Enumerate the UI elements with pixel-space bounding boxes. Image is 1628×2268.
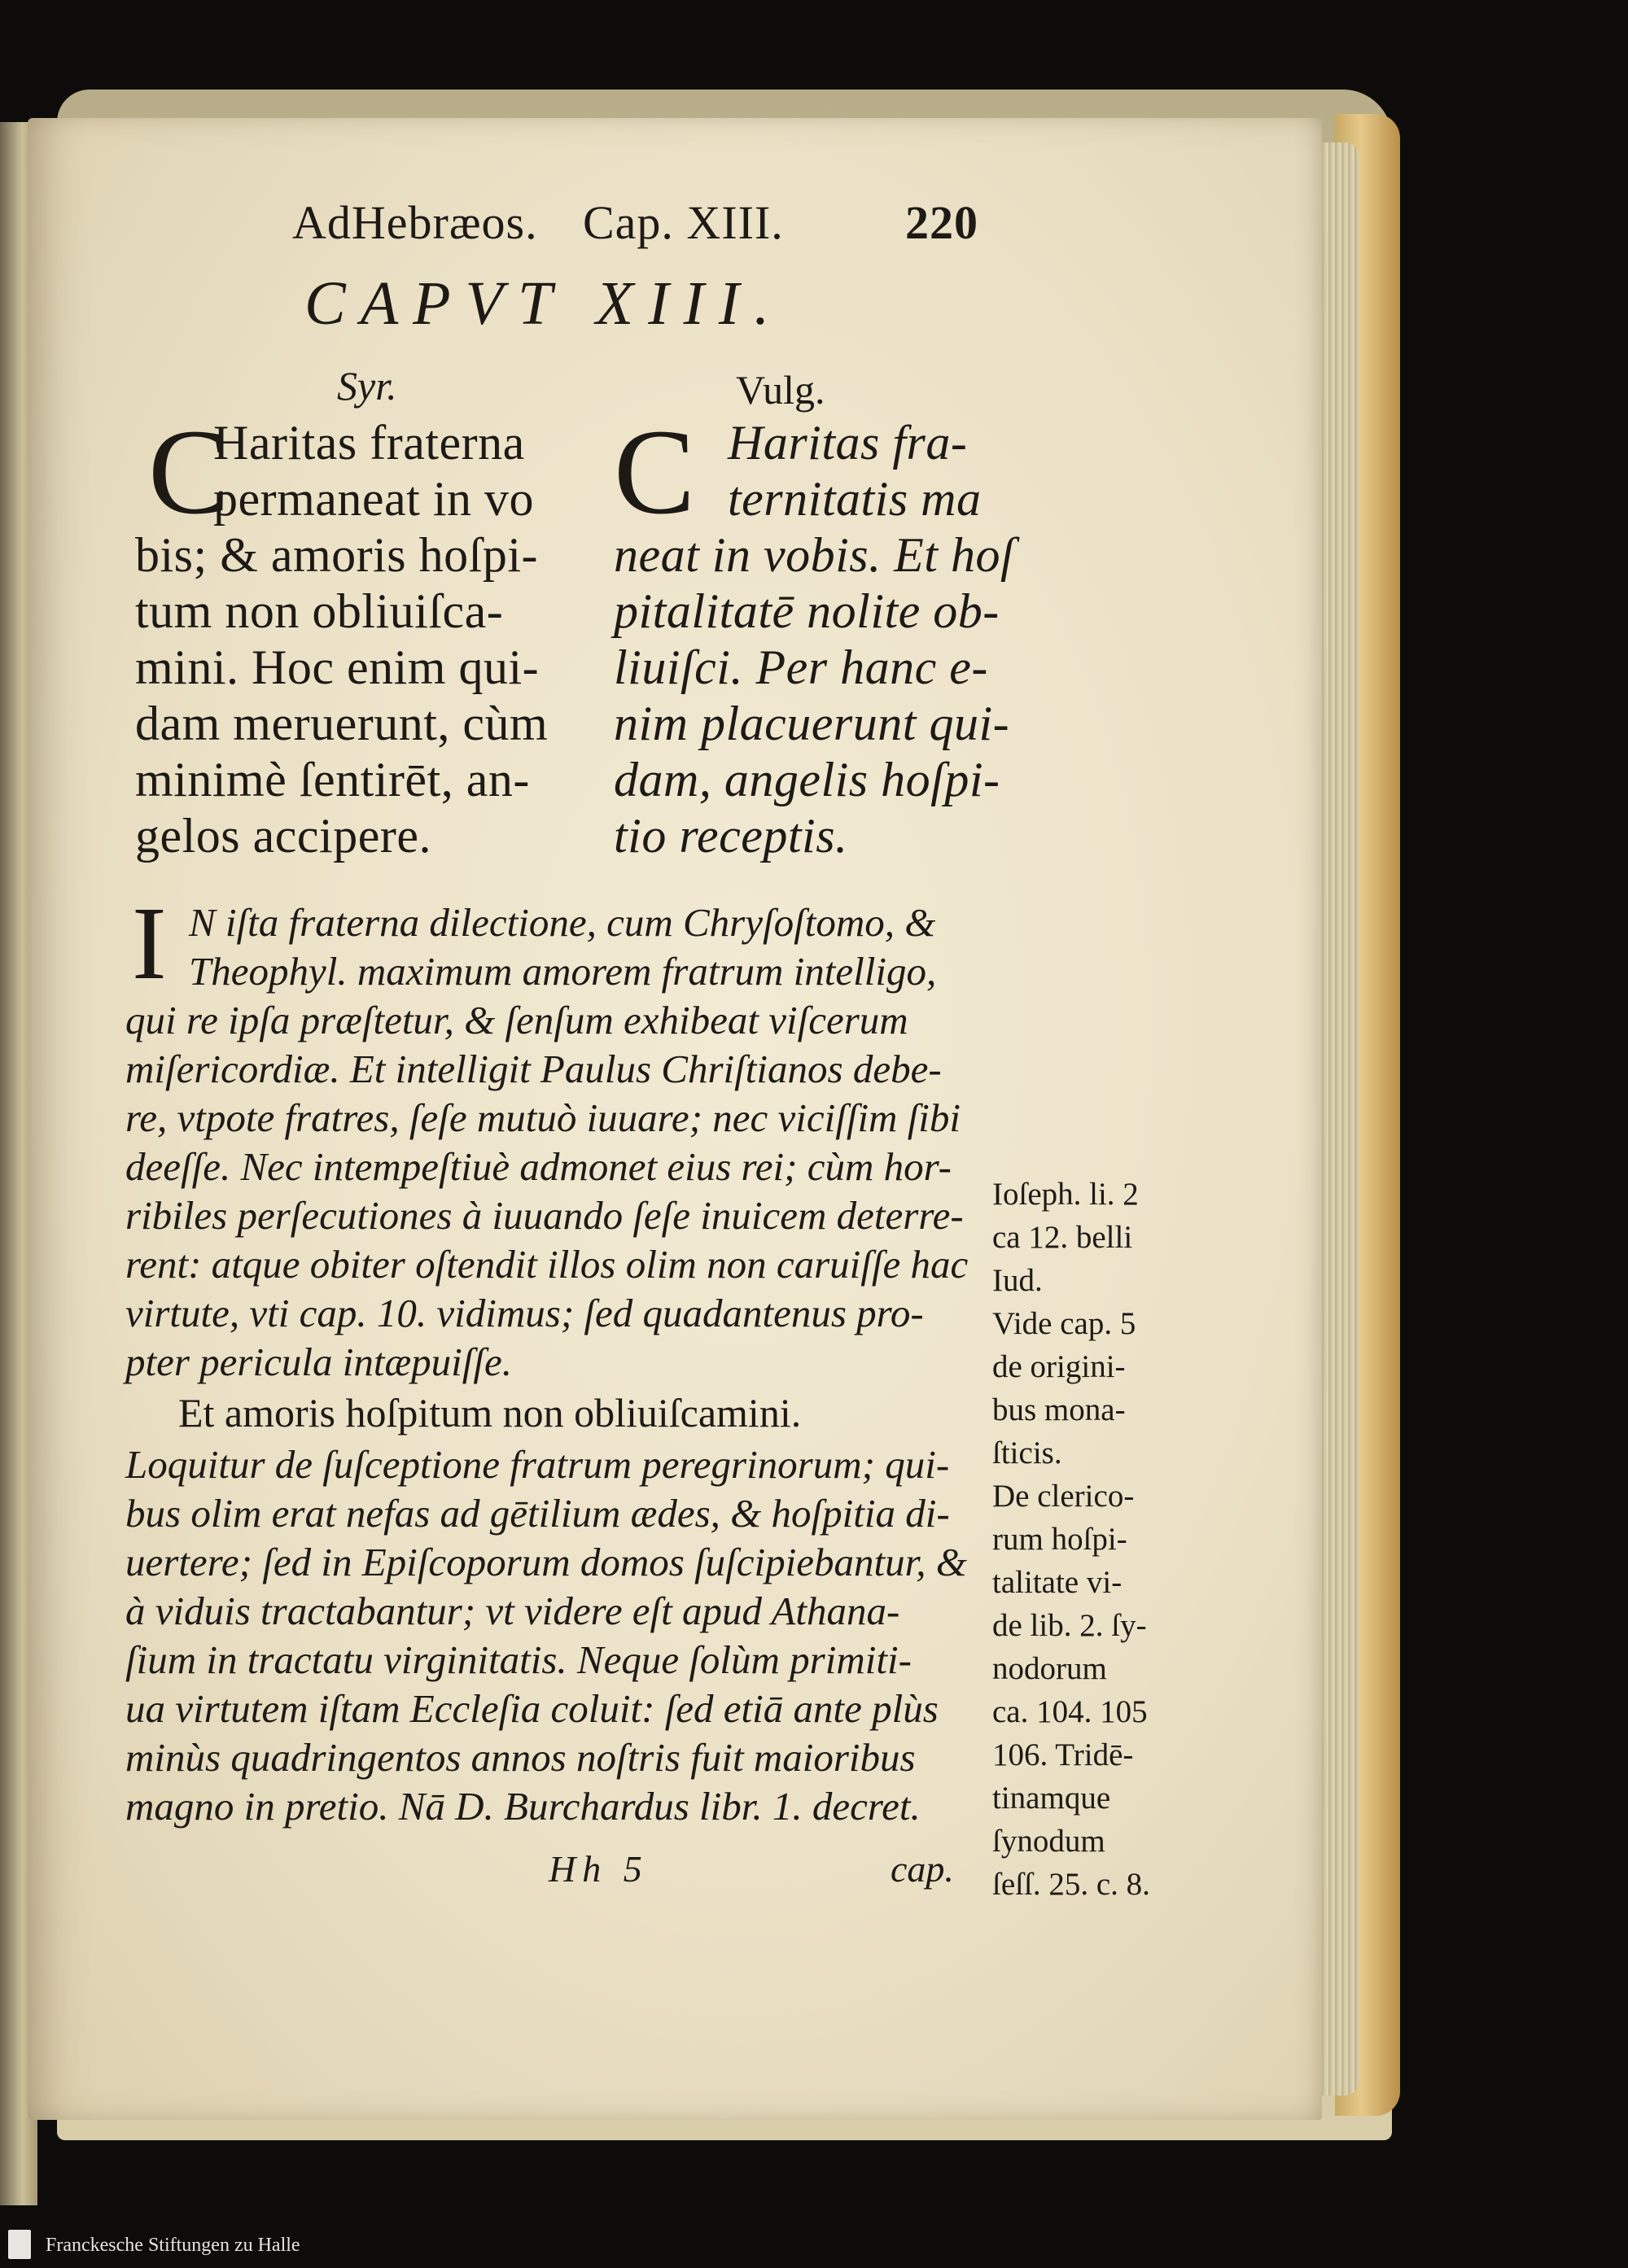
commentary-line: re, vtpote fratres, ſeſe mutuò iuuare; nec viciſſim ſibi [125, 1095, 961, 1140]
commentary-line: pter pericula intæpuiſſe. [125, 1339, 512, 1384]
syr-line: permaneat in vo [213, 472, 535, 526]
vulg-line: pitalitatē nolite ob- [614, 584, 1000, 638]
syr-line: minimè ſentirēt, an- [135, 753, 530, 806]
vulg-line: dam, angelis hoſpi- [614, 753, 1000, 806]
syr-dropcap: C [148, 404, 230, 540]
syr-line: bis; & amoris hoſpi- [135, 528, 538, 582]
margin-note-line: rum hoſpi- [992, 1522, 1127, 1557]
vulg-line: neat in vobis. Et hoſ [614, 528, 1015, 582]
margin-note-line: ca. 104. 105 [992, 1694, 1148, 1729]
vulg-line: ternitatis ma [728, 472, 982, 526]
signature-mark: Hh 5 [549, 1848, 649, 1890]
margin-note-line: 106. Tridē- [992, 1737, 1134, 1772]
commentary-line: miſericordiæ. Et intelligit Paulus Chriſtianos debe- [125, 1047, 942, 1091]
commentary-line: minùs quadringentos annos noſtris fuit maioribus [125, 1735, 916, 1780]
chapter-title: CAPVT XIII. [304, 269, 785, 338]
syr-line: dam meruerunt, cùm [135, 697, 549, 750]
margin-note-line: de origini- [992, 1349, 1126, 1384]
vulg-line: Haritas fra- [728, 416, 968, 470]
margin-note-line: ca 12. belli [992, 1220, 1133, 1255]
commentary-line: N iſta fraterna dilectione, cum Chryſoſtomo, & [189, 900, 936, 945]
commentary-lemma: Et amoris hoſpitum non obliuiſcamini. [178, 1390, 802, 1436]
commentary-dropcap: I [132, 885, 167, 1001]
running-chapter: Cap. XIII. [583, 196, 784, 249]
commentary-line: à viduis tractabantur; vt videre eſt apud Athana- [125, 1588, 900, 1633]
margin-note-line: nodorum [992, 1651, 1107, 1686]
running-title: AdHebræos. [292, 196, 538, 249]
vulg-line: liuiſci. Per hanc e- [614, 640, 988, 694]
catchword: cap. [891, 1848, 954, 1890]
syr-line: tum non obliuiſca- [135, 584, 504, 638]
commentary-line: Loquitur de ſuſceptione fratrum peregrinorum; qui- [125, 1442, 950, 1487]
margin-note-line: Vide cap. 5 [992, 1306, 1136, 1341]
syr-line: gelos accipere. [135, 809, 431, 863]
commentary-line: deeſſe. Nec intempeſtiuè admonet eius rei; cùm hor- [125, 1144, 952, 1189]
commentary-line: virtute, vti cap. 10. vidimus; ſed quadantenus pro- [125, 1291, 924, 1335]
margin-note-line: tinamque [992, 1781, 1111, 1816]
margin-note-line: bus mona- [992, 1392, 1126, 1427]
commentary-line: magno in pretio. Nā D. Burchardus libr. 1. decret. [125, 1784, 921, 1829]
vulg-line: nim placuerunt qui- [614, 697, 1010, 750]
margin-note-line: ſeſſ. 25. c. 8. [992, 1867, 1150, 1902]
commentary-line: ſium in tractatu virginitatis. Neque ſolùm primiti- [125, 1637, 912, 1682]
commentary-line: qui re ipſa præſtetur, & ſenſum exhibeat viſcerum [125, 998, 908, 1042]
vulg-line: tio receptis. [614, 809, 848, 863]
book-page [28, 118, 1322, 2120]
commentary-line: ribiles perſecutiones à iuuando ſeſe inuicem deterre- [125, 1193, 964, 1238]
page-number: 220 [905, 196, 978, 249]
margin-note-line: ſynodum [992, 1824, 1105, 1859]
syr-line: Haritas fraterna [213, 416, 525, 470]
vulg-column-heading: Vulg. [736, 367, 825, 413]
institution-logo [8, 2230, 31, 2259]
commentary-line: Theophyl. maximum amorem fratrum intelligo, [189, 949, 937, 994]
syr-line: mini. Hoc enim qui- [135, 640, 540, 694]
margin-note-line: ſticis. [992, 1436, 1062, 1470]
vulg-dropcap: C [614, 404, 696, 540]
margin-note-line: de lib. 2. ſy- [992, 1608, 1147, 1643]
commentary-line: ua virtutem iſtam Eccleſia coluit: ſed etiā ante plùs [125, 1686, 939, 1731]
margin-note-line: talitate vi- [992, 1565, 1123, 1600]
syr-column-heading: Syr. [337, 363, 397, 409]
commentary-line: bus olim erat nefas ad gētilium ædes, & hoſpitia di- [125, 1491, 950, 1536]
commentary-line: uertere; ſed in Epiſcoporum domos ſuſcipiebantur, & [125, 1540, 967, 1584]
margin-note-line: Iud. [992, 1263, 1043, 1298]
library-credit: Franckesche Stiftungen zu Halle [46, 2235, 300, 2256]
commentary-line: rent: atque obiter oſtendit illos olim non caruiſſe hac [125, 1242, 969, 1287]
margin-note-line: De clerico- [992, 1479, 1135, 1514]
margin-note-line: Ioſeph. li. 2 [992, 1177, 1139, 1212]
